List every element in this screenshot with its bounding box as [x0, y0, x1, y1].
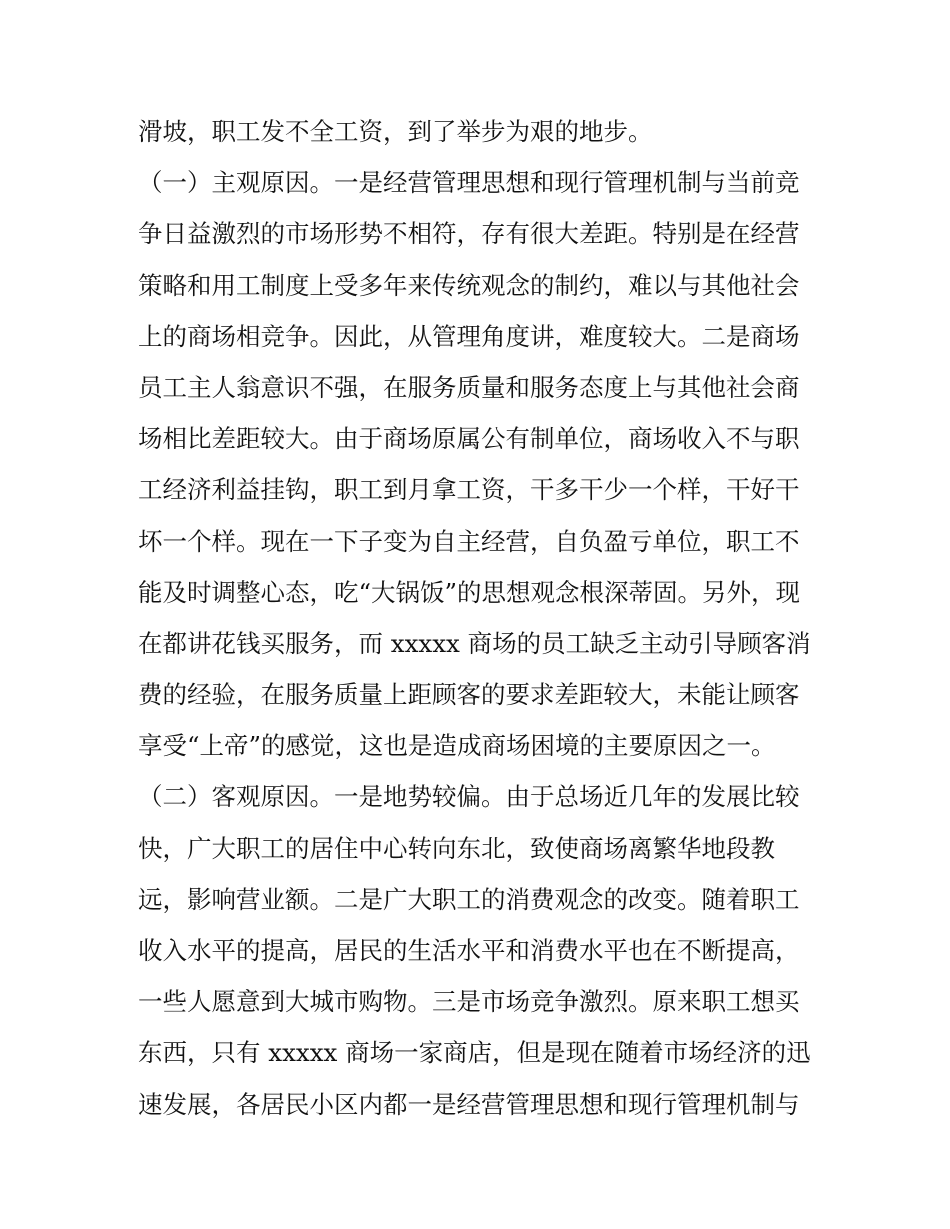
text-line: 争日益激烈的市场形势不相符，存有很大差距。特别是在经营: [138, 219, 800, 249]
text-line: 坏一个样。现在一下子变为自主经营，自负盈亏单位，职工不: [138, 526, 800, 556]
text-line: 滑坡，职工发不全工资，到了举步为艰的地步。: [138, 117, 653, 146]
text-line: 享受“上帝”的感觉，这也是造成商场困境的主要原因之一。: [138, 731, 776, 761]
text-line: 远，影响营业额。二是广大职工的消费观念的改变。随着职工: [138, 884, 800, 914]
text-line: 员工主人翁意识不强，在服务质量和服务态度上与其他社会商: [138, 372, 800, 402]
body-text: [138, 106, 828, 1130]
text-line: 费的经验，在服务质量上距顾客的要求差距较大，未能让顾客: [138, 680, 800, 710]
text-line: （二）客观原因。一是地势较偏。由于总场近几年的发展比较: [138, 782, 800, 812]
text-line: 上的商场相竞争。因此，从管理角度讲，难度较大。二是商场: [138, 321, 800, 351]
text-line: 策略和用工制度上受多年来传统观念的制约，难以与其他社会: [138, 270, 800, 300]
text-line: 快，广大职工的居住中心转向东北，致使商场离繁华地段教: [138, 833, 775, 863]
text-line: 工经济利益挂钩，职工到月拿工资，干多干少一个样，干好干: [138, 475, 800, 505]
text-line: 收入水平的提高，居民的生活水平和消费水平也在不断提高，: [138, 936, 800, 965]
text-line: 在都讲花钱买服务，而 xxxxx 商场的员工缺乏主动引导顾客消: [138, 628, 811, 658]
text-line: 能及时调整心态，吃“大锅饭”的思想观念根深蒂固。另外，现: [138, 577, 801, 607]
text-line: 场相比差距较大。由于商场原属公有制单位，商场收入不与职: [138, 424, 800, 454]
text-line: （一）主观原因。一是经营管理思想和现行管理机制与当前竞: [138, 168, 800, 198]
text-line: 速发展，各居民小区内都一是经营管理思想和现行管理机制与: [138, 1089, 800, 1119]
text-line: 东西，只有 xxxxx 商场一家商店，但是现在随着市场经济的迅: [138, 1038, 811, 1068]
text-line: 一些人愿意到大城市购物。三是市场竞争激烈。原来职工想买: [138, 987, 800, 1017]
